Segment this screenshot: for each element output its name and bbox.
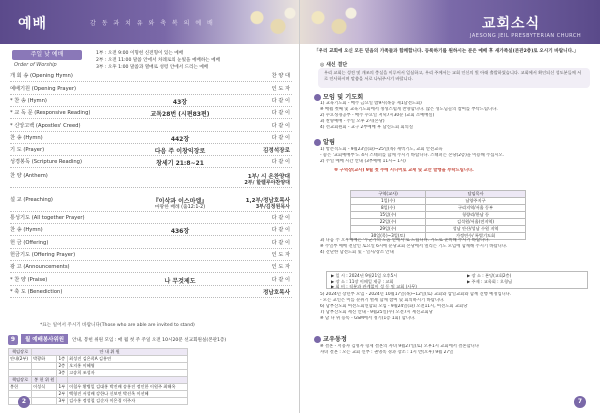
page-number: 2 bbox=[18, 396, 30, 408]
table-cell: 남양주지구 bbox=[426, 198, 526, 205]
info-line: ▶ 일 시 : 2024년 9월21일 오후5시 bbox=[331, 273, 398, 278]
table-cell: 성남 안산/성남 수원 지역 bbox=[426, 226, 526, 233]
order-item-detail: 436장 bbox=[170, 228, 190, 235]
text-line: ※ 주일부 예배 전날인 토요일 6시에 분당교회 본당에서 열리는 기도 모임에 함께해 주시기 바랍니다. bbox=[320, 244, 508, 250]
order-item-name: 예배기원 (Opening Prayer) bbox=[10, 86, 77, 92]
order-row bbox=[10, 146, 292, 157]
order-row bbox=[10, 122, 292, 133]
service-time-1: 1부 : 오전 9:00 이형헌 신전형이 있는 예배 bbox=[96, 51, 184, 56]
table-cell: 봉헌 bbox=[9, 384, 32, 391]
table-cell bbox=[57, 377, 68, 384]
left-header-subtitle: 감 동 과 치 유 와 축 복 의 예 배 bbox=[90, 20, 215, 27]
order-item-leader: 다 같 이 bbox=[271, 110, 290, 116]
order-item-name: 기 도 (Prayer) bbox=[10, 147, 45, 153]
order-item-leader: 인 도 자 bbox=[271, 86, 290, 92]
order-item-name: * 찬 송 (Hymn) bbox=[10, 98, 47, 104]
order-row bbox=[10, 251, 292, 262]
text-line: 1) 교육기도회 - 매주 금요일 밤9시(목동 제1남전도회) bbox=[320, 101, 422, 106]
order-item-name: * 신앙고백 (Apostles' Creed) bbox=[10, 123, 81, 129]
order-row bbox=[10, 226, 292, 237]
text-line: 3) 다음 주 오후예배는 '누군가의 도움 안에서'로 드립니다. 기도로 준비해 주시기 바랍니다. bbox=[320, 238, 490, 243]
order-item-detail: 교독28번 (시편83편) bbox=[150, 111, 210, 118]
left-header-title: 예배 bbox=[18, 16, 48, 32]
table-row bbox=[9, 356, 188, 363]
table-row bbox=[351, 226, 526, 233]
table-row bbox=[9, 384, 188, 391]
notice-red-line bbox=[334, 168, 600, 174]
meetings-lines bbox=[320, 101, 592, 131]
order-item-detail: 442장 bbox=[170, 136, 190, 143]
order-item-name: * 축 도 (Benediction) bbox=[10, 289, 63, 295]
notice-lines bbox=[320, 147, 592, 165]
row-divider bbox=[10, 187, 292, 188]
section-notices bbox=[314, 137, 335, 146]
order-item-leader: 다 같 이 bbox=[271, 215, 290, 221]
table-row bbox=[351, 212, 526, 219]
table-cell: 30일(목)~3일(토) bbox=[351, 233, 426, 240]
right-header bbox=[300, 0, 600, 44]
table-cell: 2층 bbox=[57, 363, 68, 370]
order-item-name: 헌 금 (Offering) bbox=[10, 240, 49, 246]
page-number: 7 bbox=[574, 396, 586, 408]
table-cell bbox=[32, 370, 57, 377]
table-cell bbox=[9, 370, 32, 377]
section-title: 월 예배봉사위원 bbox=[21, 334, 68, 344]
table-row bbox=[351, 198, 526, 205]
stand-note: *표는 일어서 주시기 바랍니다(Those who are able are invited to stand) bbox=[40, 323, 195, 328]
bullet-icon bbox=[314, 94, 321, 101]
order-item-leader: 1부/ 시 온찬양대 bbox=[247, 174, 290, 180]
order-row bbox=[10, 172, 292, 186]
table-cell: 8일(수) bbox=[351, 205, 426, 212]
order-item-name: * 교 독 문 (Responsive Reading) bbox=[10, 110, 91, 116]
table-cell: 안내(2부) bbox=[9, 356, 32, 363]
text-line: 6) 남부산노회 여전도회연합회 모임 - 9월24일(화) 오전11시, 여전도회 교회당 bbox=[320, 304, 468, 310]
order-row bbox=[10, 214, 292, 225]
order-item-leader: 1,2부/정남호목사 bbox=[245, 198, 290, 204]
order-en-label: Order of Worship bbox=[14, 62, 57, 68]
row-divider bbox=[10, 235, 292, 236]
order-row bbox=[10, 288, 292, 299]
order-item-detail: 나 무것제도 bbox=[164, 278, 196, 285]
row-divider bbox=[10, 106, 292, 107]
row-divider bbox=[10, 167, 292, 168]
info-line: ▶ 장 소 : 본당(교회2층) bbox=[467, 273, 512, 278]
table-cell: 29일(수) bbox=[351, 226, 426, 233]
order-row bbox=[10, 276, 292, 287]
table-cell: 김수홍 정성철 김순자 이은경 이주자 bbox=[68, 398, 188, 405]
order-item-name: 찬 송 (Hymn) bbox=[10, 135, 43, 141]
new-believer-box: 우리 교회는 성전 및 개조의 충실을 이루어서 일심하고, 우리 주께서는 교회 인신의 빛 아래 출발하였습니다. 교회에서 확인되신 성도분들께 서로 인사하시며 말씀을 서로 나눠주시기 바랍니다. bbox=[318, 68, 590, 88]
text-line: 2) 주일 예배 시간 안내 (3부예배 11시~ 1시) bbox=[320, 159, 406, 165]
table-cell: 22일(수) bbox=[351, 219, 426, 226]
service-committee-table bbox=[8, 348, 188, 405]
flower-decoration-icon bbox=[239, 0, 299, 44]
service-time-3: 3부 : 오후 1:00 말씀과 열매로 성령 안에서 드리는 예배 bbox=[96, 65, 209, 70]
order-item-detail: 43장 bbox=[172, 99, 188, 106]
order-item-leader: 인 도 자 bbox=[271, 252, 290, 258]
row-divider bbox=[10, 211, 292, 212]
text-line: - 좋은 '교회예배부'도 4시 스태퍼를 함께 주시기 바랍니다. 스태퍼는 본당(2층)을 이용해 주십시오. bbox=[320, 153, 505, 159]
table-head-cell: 구역(교사) bbox=[351, 191, 426, 198]
table-row bbox=[9, 391, 188, 398]
info-box bbox=[326, 271, 588, 289]
table-cell: 1부 bbox=[57, 384, 68, 391]
order-row bbox=[10, 85, 292, 96]
table-cell: 오지홍 이혜영 bbox=[68, 363, 188, 370]
row-divider bbox=[10, 143, 292, 144]
table-cell: 1층 bbox=[57, 356, 68, 363]
info-line: ▶ 주제 : 교육회 : 오형님 bbox=[467, 278, 513, 284]
order-row bbox=[10, 158, 292, 169]
table-cell: 2부 bbox=[57, 391, 68, 398]
text-line: 4) 선교회원회 - 교구 2부예배 후 남신도회 회의실 bbox=[320, 125, 413, 131]
order-item-name: 개 회 송 (Opening Hymn) bbox=[10, 73, 73, 79]
table-row bbox=[9, 363, 188, 370]
notice-red-text: ※ 구역장(교사) 9월 첫 주에 시니어로 교재 및 교안 발행을 부탁드립니다. bbox=[334, 168, 474, 173]
text-line: 2) 수요성경공부 - 매주 수요일 저녁7시30분 (교회 소예배실) bbox=[320, 113, 435, 119]
table-cell: 청량리/한남 등 bbox=[426, 212, 526, 219]
table-cell: 최성진 김은희A 김흥연 bbox=[68, 356, 188, 363]
order-item-leader-2: 3부/김정원목사 bbox=[255, 204, 290, 210]
table-cell bbox=[9, 363, 32, 370]
service-committee-section bbox=[8, 334, 226, 345]
row-divider bbox=[10, 155, 292, 156]
order-item-scripture: 마땅한 배례 (출12:1-2) bbox=[154, 205, 206, 210]
section-description: 안내, 봉헌 위원 모임 : 매 월 첫 주 주일 오전 10시20분 선교회원실(본관1층) bbox=[72, 338, 227, 343]
section-meetings-title: 모임 및 기도회 bbox=[323, 94, 364, 101]
order-item-detail: 『이삭과 이스마엘』 bbox=[152, 198, 208, 205]
order-row bbox=[10, 134, 292, 145]
section-number: 9 bbox=[8, 335, 18, 345]
table-cell: 이성식 bbox=[32, 384, 57, 391]
row-divider bbox=[10, 248, 292, 249]
service-times bbox=[96, 50, 220, 71]
table-cell: 1일(수) bbox=[351, 198, 426, 205]
order-row bbox=[10, 72, 292, 83]
text-line: 3) 찬양예배 - 주일 오후 2시(본당) bbox=[320, 119, 385, 125]
section-notices-title: 알림 bbox=[323, 139, 335, 146]
text-line: ※ 결혼 - 서용자 김영자 형제 결혼의 자녀 9월27일(토) 오후1시 교회에서 결혼합니다 bbox=[320, 344, 479, 349]
table-cell bbox=[32, 391, 57, 398]
table-cell bbox=[32, 398, 57, 405]
order-row bbox=[10, 196, 292, 210]
order-item-name: 성경봉독 (Scripture Reading) bbox=[10, 159, 82, 165]
order-row bbox=[10, 263, 292, 274]
info-line: ▶ 회 비 : 직분과 관계없이 성 동 및 교회 (사무) bbox=[331, 284, 417, 290]
section-meetings bbox=[314, 92, 363, 101]
table-cell: 봉 헌 위 원 bbox=[32, 377, 57, 384]
table-row bbox=[351, 205, 526, 212]
text-line: ※ 매월 첫째 및 교육기도회에서 정성스럽게 찬양합니다. 많은 성도님들의 참여를 부탁드립니다. bbox=[320, 107, 498, 113]
new-believer-heading: ◎ 새신 결단 bbox=[320, 62, 348, 68]
order-row bbox=[10, 109, 292, 120]
order-item-name: 헌금기도 (Offering Prayer) bbox=[10, 252, 76, 258]
order-item-name: 광 고 (Announcements) bbox=[10, 264, 70, 270]
table-cell: 3부 bbox=[57, 398, 68, 405]
text-line: 1) 항존직도회 - 9월23일(화)~25일(목) 새벽기도, 교회 안전교육 bbox=[320, 147, 443, 152]
table-row bbox=[9, 398, 188, 405]
left-header bbox=[0, 0, 299, 44]
right-header-title: 교회소식 bbox=[482, 16, 541, 32]
order-item-leader: 다 같 이 bbox=[271, 159, 290, 165]
order-item-leader: 다 같 이 bbox=[271, 277, 290, 283]
table-cell: 박광하 bbox=[32, 356, 57, 363]
table-cell: 가정연수/ 특별기도회 bbox=[426, 233, 526, 240]
text-line: 7) 남부산노회 세신 안내 - 9월25일(수) 오전7시 세신교회당 bbox=[320, 310, 433, 316]
row-divider bbox=[10, 297, 292, 298]
order-item-name: 찬 양 (Anthem) bbox=[10, 173, 48, 179]
order-item-name: * 찬 양 (Praise) bbox=[10, 277, 48, 283]
order-item-leader: 다 같 이 bbox=[271, 123, 290, 129]
section-congregation-title: 교우동정 bbox=[323, 336, 347, 343]
row-divider bbox=[10, 131, 292, 132]
row-divider bbox=[10, 285, 292, 286]
order-item-leader: 다 같 이 bbox=[271, 135, 290, 141]
section-congregation-news bbox=[314, 334, 347, 343]
info-line: ▶ 장 소 : 11장 이메일 제공 : 교회 bbox=[331, 278, 394, 284]
text-line: 5) 2024년 장년부 모임 - 2024년 10월17일(목)~12일(토) 교회와 삼일교회와 함께 진행 예정입니다. bbox=[320, 292, 512, 297]
notice-lines-2 bbox=[320, 238, 592, 256]
table-row bbox=[351, 219, 526, 226]
order-item-leader: 다 같 이 bbox=[271, 227, 290, 233]
row-divider bbox=[10, 272, 292, 273]
notice-lines-3 bbox=[320, 292, 592, 322]
text-line: - 모든 교인은 이를 분위기 별세 함께 참여 및 회의하시기 바랍니다. bbox=[320, 298, 445, 304]
flower-decoration-icon bbox=[300, 0, 360, 44]
order-item-name: 설 교 (Preaching) bbox=[10, 197, 53, 203]
order-item-detail: 다음 주 이창익장로 bbox=[154, 148, 206, 155]
order-item-leader: 다 같 이 bbox=[271, 240, 290, 246]
table-cell: 3층 bbox=[57, 370, 68, 377]
order-item-name: 찬 송 (Hymn) bbox=[10, 227, 43, 233]
table-cell: 책임장로 bbox=[9, 377, 32, 384]
order-item-leader: 인 도 자 bbox=[271, 264, 290, 270]
order-item-leader: 찬 양 대 bbox=[271, 73, 290, 79]
table-cell: 김석원/서울(전지역) bbox=[426, 219, 526, 226]
table-cell bbox=[68, 377, 188, 384]
order-badge: 주일 낮 예배 bbox=[12, 50, 82, 60]
order-item-leader: 김정석장로 bbox=[262, 148, 290, 154]
table-cell bbox=[32, 363, 57, 370]
right-header-subtitle: JAESONG JEIL PRESBYTERIAN CHURCH bbox=[470, 33, 582, 39]
text-line: ※ 남 다 위 등록 - GSM에서 정기(1층 1회) 합니다. bbox=[320, 316, 416, 322]
row-divider bbox=[10, 81, 292, 82]
row-divider bbox=[10, 118, 292, 119]
order-row bbox=[10, 97, 292, 108]
text-line: 자녀 결혼 : 모든 교회 신부 : 권영옥 경과 장소 : 1시 반(오후) 9월 27일 bbox=[320, 350, 454, 356]
congregation-lines bbox=[320, 344, 592, 356]
row-divider bbox=[10, 94, 292, 95]
order-item-detail: 창세기 21:8~21 bbox=[156, 160, 204, 167]
table-cell: 구리지역/서울 동부 bbox=[426, 205, 526, 212]
table-cell: 백형진 서성배 강한나 신보연 박선옥 이선혜 bbox=[68, 391, 188, 398]
schedule-table bbox=[350, 190, 526, 240]
table-cell: 고송희 조성자 bbox=[68, 370, 188, 377]
row-divider bbox=[10, 260, 292, 261]
table-row bbox=[9, 377, 188, 384]
order-item-leader-2: 2부/ 할렐루야찬양대 bbox=[244, 180, 290, 186]
text-line: 4) 간단한 남전도회 및 - 일시/장소 안내 bbox=[320, 250, 394, 256]
bullet-icon bbox=[314, 139, 321, 146]
service-time-2: 2부 : 오전 11:00 말씀 안에서 차례로의 눈빛을 예배하는 예배 bbox=[96, 58, 221, 63]
table-row bbox=[9, 370, 188, 377]
order-item-leader: 다 같 이 bbox=[271, 98, 290, 104]
right-page bbox=[300, 0, 600, 413]
order-item-name: 통성기도 (All together Prayer) bbox=[10, 215, 85, 221]
table-head-cell: 안 내 위 원 bbox=[32, 349, 188, 356]
order-row bbox=[10, 239, 292, 250]
table-head-cell: 책임장로 bbox=[9, 349, 32, 356]
table-cell: 15일(수) bbox=[351, 212, 426, 219]
welcome-quote: 「우리 교회에 오신 모든 믿음의 가족들과 함께합니다. 등록하기를 원하시는 분은 예배 후 새가족실(본관2층)로 오시기 바랍니다.」 bbox=[314, 49, 579, 54]
order-item-leader: 정남호목사 bbox=[262, 290, 290, 296]
table-head-cell: 담임목사 bbox=[426, 191, 526, 198]
row-divider bbox=[10, 223, 292, 224]
bullet-icon bbox=[314, 336, 321, 343]
table-cell: 이철우 황병일 김대홍 박진배 송홍진 정인한 이원주 최해옥 bbox=[68, 384, 188, 391]
